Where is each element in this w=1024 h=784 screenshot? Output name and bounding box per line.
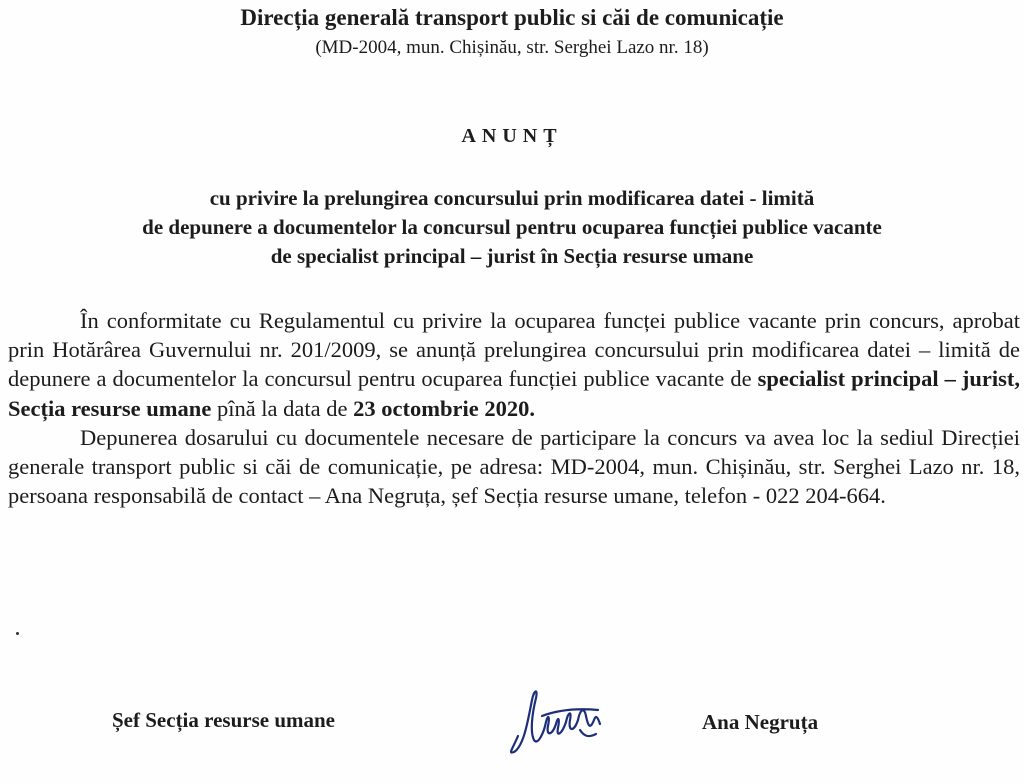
paragraph-text: În conformitate cu Regulamentul cu privire la ocuparea funcței publice vacante prin concurs, aprobat prin Hotărârea Guvernului nr. 201/2009, se anunță prelungirea concursului prin modificarea datei – limită de depunere a documentelor la concursul pentru ocuparea funcției publice vacante de <box>8 308 1020 392</box>
organization-address: (MD-2004, mun. Chișinău, str. Serghei Lazo nr. 18) <box>315 37 709 58</box>
signatory-title: Șef Secția resurse umane <box>112 708 335 732</box>
body-paragraph-1 <box>8 306 1020 423</box>
paragraph-text: pînă la data de <box>211 395 354 421</box>
deadline-date: 23 octombrie 2020. <box>353 395 535 421</box>
body-paragraph-2: Depunerea dosarului cu documentele necesare de participare la concurs va avea loc la sediul Direcției generale transport public si căi de comunicație, pe adresa: MD-2004, mun. Chișinău, str. Serghei Lazo nr. 18, persoana responsabilă de contact – Ana Negruța, șef Secția resurse umane, telefon - 022 204-664. <box>8 424 1020 509</box>
document-header <box>0 4 1024 60</box>
handwritten-signature-icon <box>502 680 612 760</box>
subject-line: de specialist principal – jurist în Secția resurse umane <box>270 244 754 268</box>
subject-line: de depunere a documentelor la concursul pentru ocuparea funcției publice vacante <box>142 215 882 239</box>
organization-name: Direcția generală transport public si căi de comunicație <box>240 5 784 30</box>
signatory-name: Ana Negruța <box>702 710 819 734</box>
stray-dot <box>16 632 19 635</box>
position-name: specialist principal – jurist, Secția resurse umane <box>8 366 1021 421</box>
announcement-body <box>8 306 1020 510</box>
subject-line: cu privire la prelungirea concursului prin modificarea datei - limită <box>209 186 815 210</box>
signature-row <box>0 706 1024 746</box>
announcement-heading: ANUNȚ <box>461 125 563 147</box>
announcement-subject <box>20 184 1004 271</box>
